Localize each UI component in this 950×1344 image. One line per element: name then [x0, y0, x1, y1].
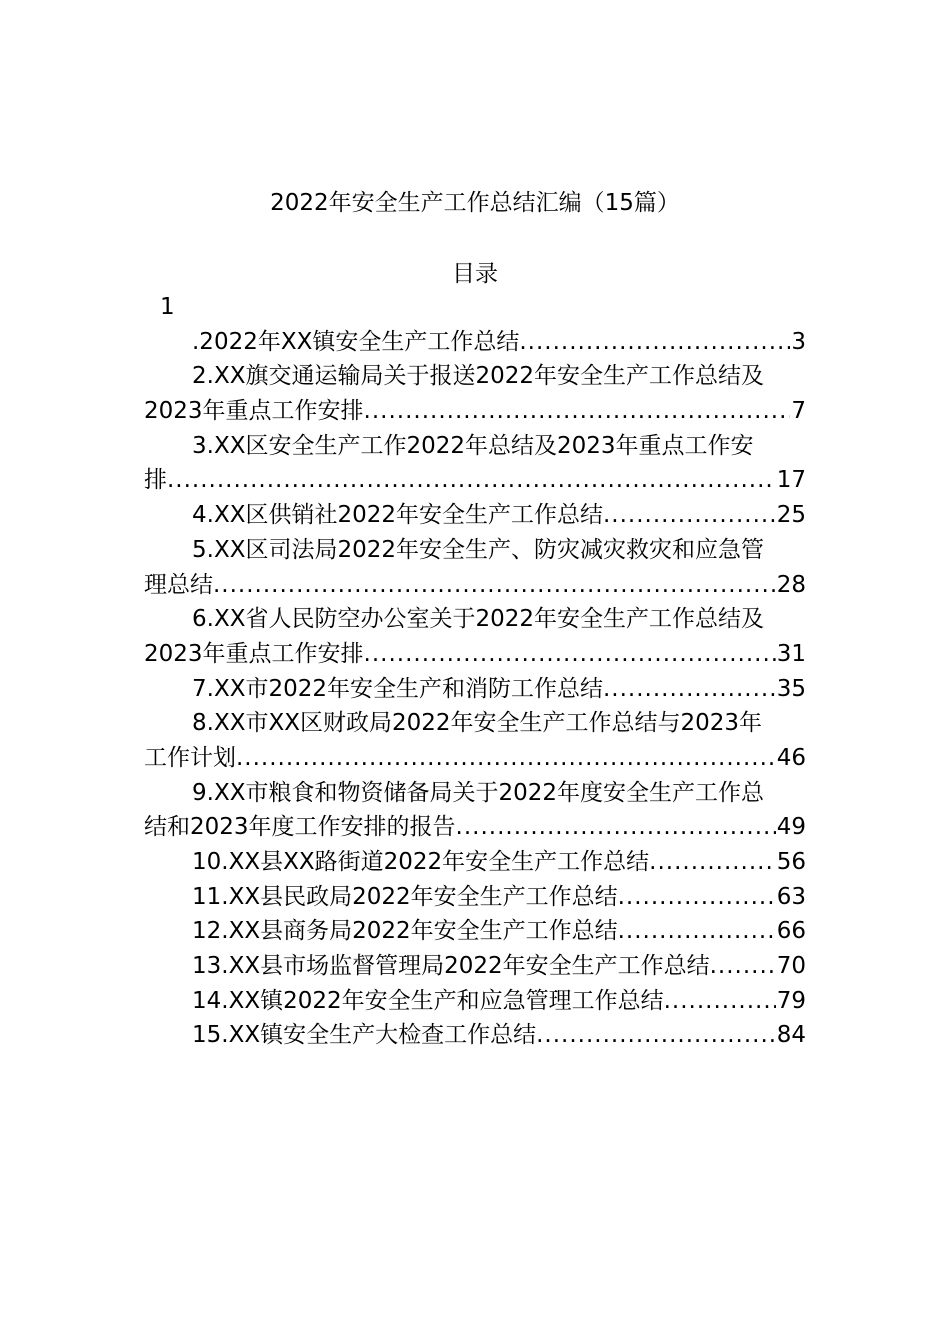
toc-leader-dots: [649, 845, 776, 880]
toc-entry[interactable]: [144, 359, 806, 394]
toc-entry-title: 排: [144, 467, 167, 494]
toc-leader-dots: [167, 463, 776, 498]
toc-entry-continuation[interactable]: [144, 463, 806, 498]
toc-leader-dots: [456, 810, 776, 845]
toc-entry-title: 15.XX镇安全生产大检查工作总结: [192, 1022, 537, 1049]
toc-entry-title: 12.XX县商务局2022年安全生产工作总结: [192, 918, 618, 945]
toc-entry[interactable]: [144, 602, 806, 637]
toc-entry-title: 11.XX县民政局2022年安全生产工作总结: [192, 883, 618, 910]
toc-entry[interactable]: [144, 325, 806, 360]
toc-entry-continuation[interactable]: [144, 741, 806, 776]
toc-leader-dots: [364, 394, 791, 429]
toc-page-number: 70: [776, 953, 806, 980]
toc-page-number: 25: [776, 502, 806, 529]
toc-entry-title: 10.XX县XX路街道2022年安全生产工作总结: [192, 849, 650, 875]
toc-entry[interactable]: [144, 1018, 806, 1053]
toc-page-number: 31: [776, 640, 806, 667]
toc-page-number: 56: [776, 849, 806, 875]
toc-leader-dots: [519, 325, 790, 360]
toc-leader-dots: [213, 568, 776, 603]
toc-leader-dots: [618, 914, 776, 949]
toc-entry-title: 9.XX市粮食和物资储备局关于2022年度安全生产工作总: [192, 779, 764, 806]
toc-entry-title: 7.XX市2022年安全生产和消防工作总结: [192, 675, 603, 702]
toc-entry-title: 5.XX区司法局2022年安全生产、防灾减灾救灾和应急管: [192, 536, 764, 563]
toc-entry-title: 理总结: [144, 571, 213, 598]
toc-entry[interactable]: [144, 429, 806, 464]
toc-page-number: 17: [776, 467, 806, 494]
toc-entry[interactable]: [144, 498, 806, 533]
toc-page-number: 7: [791, 398, 806, 425]
toc-entry-title: 3.XX区安全生产工作2022年总结及2023年重点工作安: [192, 432, 754, 459]
toc-entry-title: 8.XX市XX区财政局2022年安全生产工作总结与2023年: [192, 710, 763, 737]
toc-entry-continuation[interactable]: [144, 568, 806, 603]
toc-entry[interactable]: [144, 949, 806, 984]
toc-entry-title: 2.XX旗交通运输局关于报送2022年安全生产工作总结及: [192, 363, 764, 390]
table-of-contents: [144, 290, 806, 1053]
toc-leader-dots: [236, 741, 776, 776]
toc-entry-continuation[interactable]: [144, 810, 806, 845]
toc-entry-number: 1: [160, 294, 175, 320]
toc-entry[interactable]: [144, 845, 806, 880]
toc-entry-continuation[interactable]: [144, 394, 806, 429]
toc-page-number: 35: [776, 675, 806, 702]
toc-leader-dots: [664, 984, 776, 1019]
toc-entry[interactable]: [144, 776, 806, 811]
toc-page-number: 3: [791, 328, 806, 355]
toc-entry[interactable]: [144, 672, 806, 707]
toc-entry[interactable]: [144, 533, 806, 568]
toc-page-number: 66: [776, 918, 806, 945]
toc-entry-title: 6.XX省人民防空办公室关于2022年安全生产工作总结及: [192, 606, 764, 633]
toc-leader-dots: [603, 498, 776, 533]
toc-leader-dots: [618, 880, 776, 915]
toc-page-number: 49: [776, 814, 806, 841]
toc-entry-title: .2022年XX镇安全生产工作总结: [192, 328, 520, 355]
toc-page-number: 79: [776, 987, 806, 1014]
toc-page-number: 46: [776, 744, 806, 771]
toc-entry-title: 14.XX镇2022年安全生产和应急管理工作总结: [192, 987, 664, 1014]
toc-entry-title: 4.XX区供销社2022年安全生产工作总结: [192, 502, 603, 529]
toc-leader-dots: [603, 672, 776, 707]
toc-entry-title: 2023年重点工作安排: [144, 398, 364, 425]
document-title: 2022年安全生产工作总结汇编（15篇）: [270, 190, 680, 216]
toc-heading: 目录: [452, 261, 498, 287]
toc-entry-title: 结和2023年度工作安排的报告: [144, 814, 456, 841]
toc-entry[interactable]: [144, 706, 806, 741]
toc-page-number: 28: [776, 571, 806, 598]
toc-entry-title: 2023年重点工作安排: [144, 640, 364, 667]
toc-page-number: 84: [776, 1022, 806, 1049]
toc-entry[interactable]: [144, 880, 806, 915]
toc-entry[interactable]: [144, 984, 806, 1019]
toc-entry-title: 工作计划: [144, 744, 236, 771]
toc-entry-continuation[interactable]: [144, 637, 806, 672]
toc-entry[interactable]: [144, 914, 806, 949]
toc-page-number: 63: [776, 883, 806, 910]
toc-leader-dots: [710, 949, 776, 984]
toc-leader-dots: [536, 1018, 776, 1053]
toc-leader-dots: [364, 637, 776, 672]
toc-entry-title: 13.XX县市场监督管理局2022年安全生产工作总结: [192, 953, 710, 980]
toc-line: [144, 290, 806, 325]
